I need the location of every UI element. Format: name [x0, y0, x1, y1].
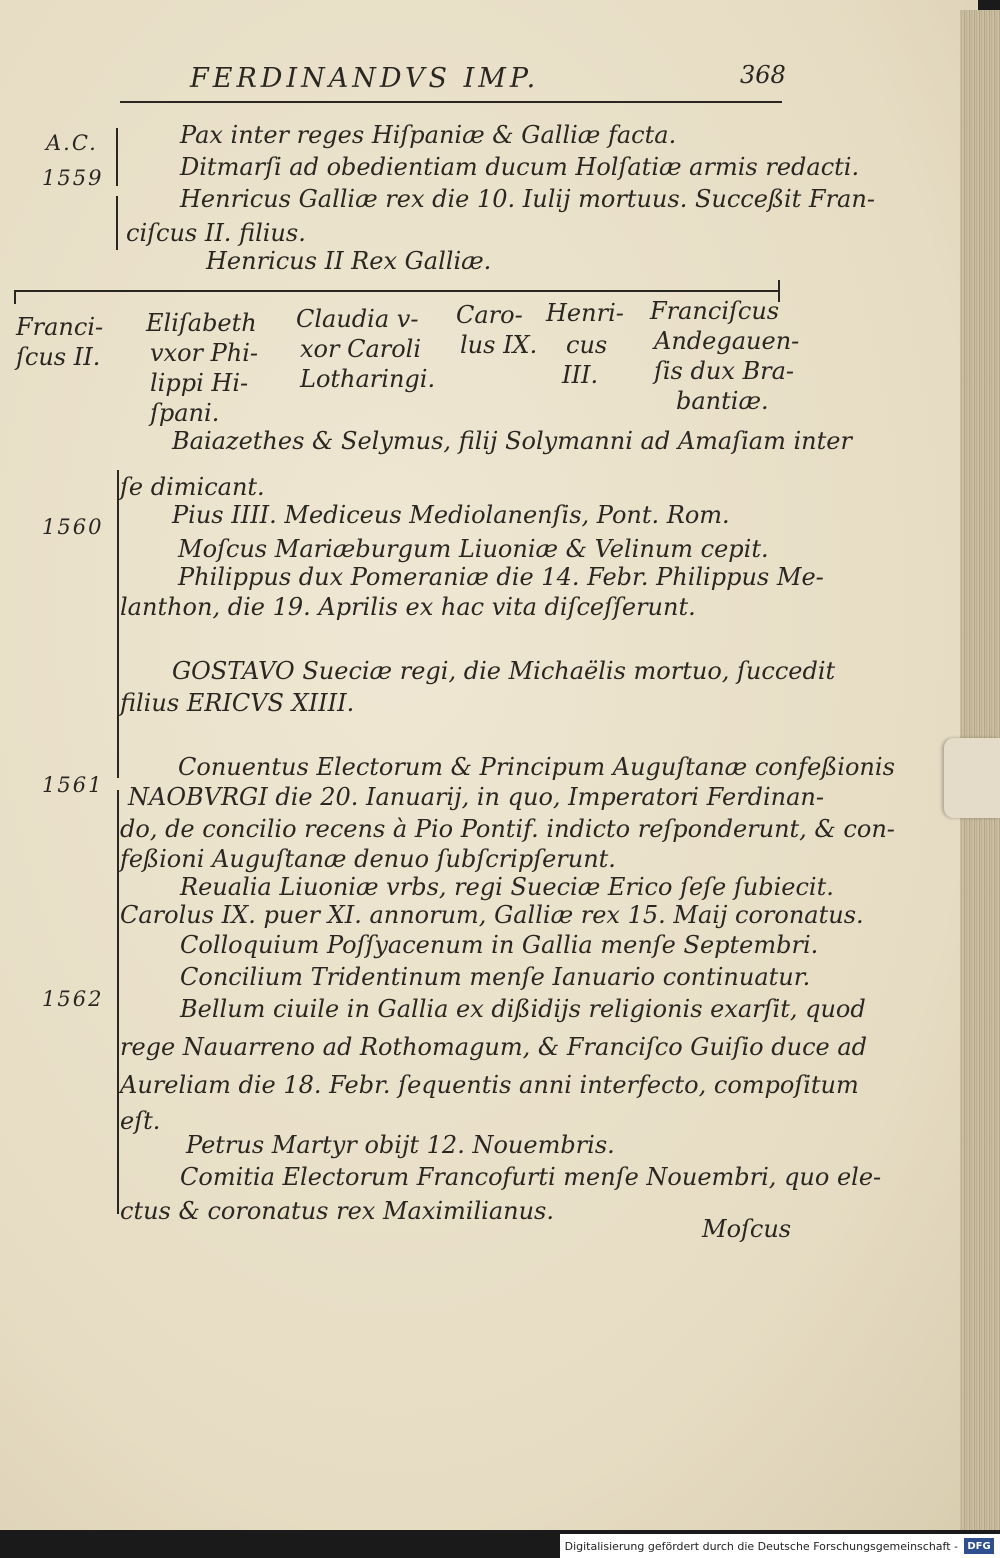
child-cell-line: Eliſabeth	[146, 309, 257, 337]
children-brace-end-left	[14, 290, 16, 304]
child-cell-line: Andegauen-	[654, 327, 800, 355]
page-tab	[944, 738, 1000, 818]
body-line: Petrus Martyr obijt 12. Nouembris.	[186, 1131, 615, 1159]
body-line: ſe dimicant.	[120, 473, 265, 501]
year-1560: 1560	[42, 515, 104, 539]
child-cell-line: vxor Phi-	[150, 339, 259, 367]
child-cell-line: ſcus II.	[16, 343, 101, 371]
year-1561: 1561	[42, 773, 104, 797]
dfg-logo: DFG	[964, 1538, 994, 1554]
body-line: ctus & coronatus rex Maximilianus.	[120, 1197, 554, 1225]
body-line: NAOBVRGI die 20. Ianuarij, in quo, Imperatori Ferdinan-	[128, 783, 824, 811]
child-cell-line: Franciſcus	[650, 297, 780, 325]
year-1562: 1562	[42, 987, 104, 1011]
entry-1559-line: ciſcus II. filius.	[126, 219, 306, 247]
page-number: 368	[740, 61, 786, 89]
entry-1559-line: Henricus Galliæ rex die 10. Iulij mortuus. Succeßit Fran-	[180, 185, 875, 213]
running-header: FERDINANDVS IMP.	[190, 63, 540, 94]
child-cell-line: Henri-	[546, 299, 624, 327]
entry-1559-line: Pax inter reges Hiſpaniæ & Galliæ facta.	[180, 121, 677, 149]
child-cell-line: ſis dux Bra-	[654, 357, 795, 385]
body-line: Baiazethes & Selymus, filij Solymanni ad Amaſiam inter	[172, 427, 852, 455]
body-line: Carolus IX. puer XI. annorum, Galliæ rex 15. Maij coronatus.	[120, 901, 864, 929]
child-cell-line: ſpani.	[150, 399, 220, 427]
body-line: Philippus dux Pomeraniæ die 14. Febr. Philippus Me-	[178, 563, 824, 591]
child-cell-line: Lotharingi.	[300, 365, 436, 393]
royal-heading: Henricus II Rex Galliæ.	[206, 247, 492, 275]
body-line: filius ERICVS XIIII.	[120, 689, 355, 717]
body-line: Moſcus Mariæburgum Liuoniæ & Velinum cepit.	[178, 535, 769, 563]
body-line: Aureliam die 18. Febr. ſequentis anni interfecto, compoſitum	[120, 1071, 859, 1099]
funding-footer	[560, 1534, 1000, 1558]
year-rule-1559-b	[116, 196, 118, 250]
funding-footer-text: Digitalisierung gefördert durch die Deutsche Forschungsgemeinschaft -	[564, 1539, 958, 1553]
body-line: do, de concilio recens à Pio Pontif. indicto reſponderunt, & con-	[120, 815, 895, 843]
child-cell-line: Claudia v-	[296, 305, 419, 333]
year-rule-1561-1562	[117, 790, 119, 1214]
child-cell-line: lippi Hi-	[150, 369, 249, 397]
year-rule-1560	[117, 470, 119, 778]
body-line: Concilium Tridentinum menſe Ianuario continuatur.	[180, 963, 811, 991]
year-rule-1559-a	[116, 128, 118, 186]
body-line: Conuentus Electorum & Principum Auguſtanæ confeßionis	[178, 753, 895, 781]
child-cell-line: III.	[562, 361, 599, 389]
anno-christi-label: A.C.	[46, 131, 98, 155]
body-line: Pius IIII. Mediceus Mediolanenſis, Pont. Rom.	[172, 501, 730, 529]
child-cell-line: bantiæ.	[676, 387, 769, 415]
header-rule	[120, 101, 782, 103]
catchword: Moſcus	[702, 1215, 792, 1243]
body-line: Comitia Electorum Francofurti menſe Nouembri, quo ele-	[180, 1163, 882, 1191]
body-line: Reualia Liuoniæ vrbs, regi Sueciæ Erico ſeſe ſubiecit.	[180, 873, 834, 901]
body-line: Bellum ciuile in Gallia ex dißidijs religionis exarſit, quod	[180, 995, 866, 1023]
body-line: rege Nauarreno ad Rothomagum, & Franciſco Guiſio duce ad	[120, 1033, 868, 1061]
body-line: feßioni Auguſtanæ denuo ſubſcripſerunt.	[120, 845, 616, 873]
entry-1559-line: Ditmarſi ad obedientiam ducum Holſatiæ armis redacti.	[180, 153, 860, 181]
child-cell-line: Caro-	[456, 301, 523, 329]
child-cell-line: cus	[566, 331, 608, 359]
year-1559: 1559	[42, 166, 104, 190]
child-cell-line: Franci-	[16, 313, 104, 341]
body-line: lanthon, die 19. Aprilis ex hac vita diſceſſerunt.	[120, 593, 696, 621]
child-cell-line: lus IX.	[460, 331, 538, 359]
child-cell-line: xor Caroli	[300, 335, 422, 363]
children-brace	[14, 290, 780, 292]
body-line: Colloquium Poſſyacenum in Gallia menſe Septembri.	[180, 931, 819, 959]
body-line: GOSTAVO Sueciæ regi, die Michaëlis mortuo, ſuccedit	[172, 657, 836, 685]
body-line: eſt.	[120, 1107, 161, 1135]
